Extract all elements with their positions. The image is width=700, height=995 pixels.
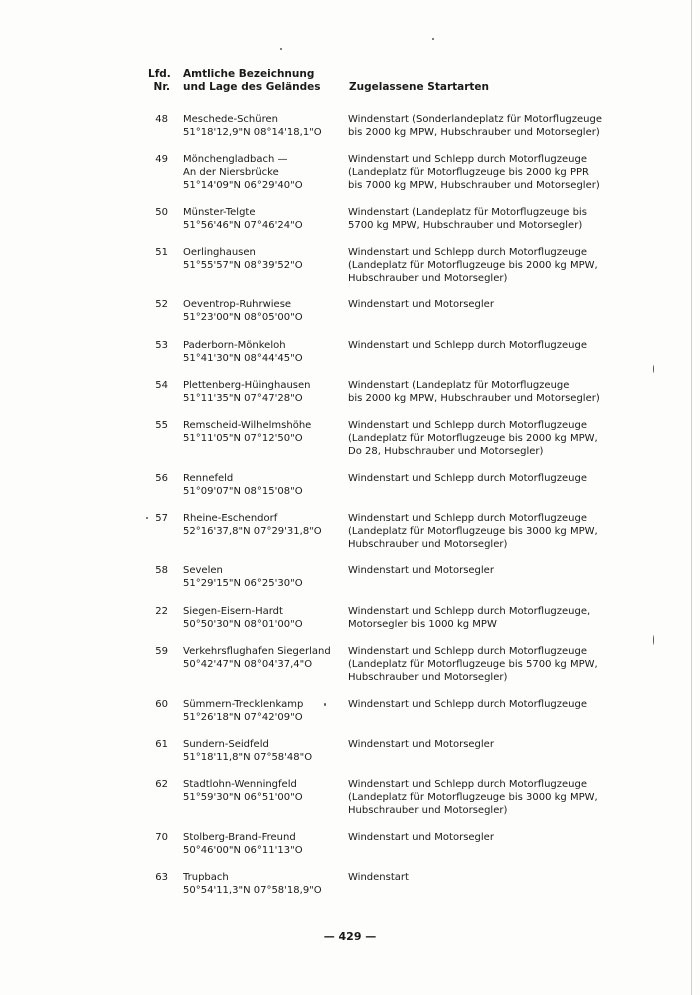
- launch-types-line: Windenstart und Motorsegler: [348, 565, 494, 576]
- header-nr-label: Nr.: [153, 81, 170, 93]
- airfield-name: Siegen-Eisern-Hardt: [183, 606, 283, 617]
- launch-types: [348, 246, 598, 285]
- launch-types-line: Windenstart und Schlepp durch Motorflugzeuge: [348, 513, 587, 524]
- launch-types: [348, 778, 598, 817]
- airfield-coordinates: 51°29'15"N 06°25'30"O: [183, 578, 303, 589]
- airfield-designation: [183, 379, 343, 405]
- airfield-designation: [183, 512, 343, 538]
- airfield-coordinates: 51°59'30"N 06°51'00"O: [183, 792, 303, 803]
- airfield-coordinates: 50°42'47"N 08°04'37,4"O: [183, 659, 313, 670]
- header-lfd-nr: [148, 68, 170, 94]
- launch-types-line: 5700 kg MPW, Hubschrauber und Motorsegler): [348, 220, 583, 231]
- launch-types-line: Windenstart und Schlepp durch Motorflugzeuge: [348, 247, 587, 258]
- row-number: 63: [155, 872, 168, 883]
- launch-types: [348, 605, 598, 631]
- airfield-name: Verkehrsflughafen Siegerland: [183, 646, 331, 657]
- launch-types-line: Hubschrauber und Motorsegler): [348, 672, 508, 683]
- airfield-coordinates: 51°18'11,8"N 07°58'48"O: [183, 752, 313, 763]
- airfield-name: Münster-Telgte: [183, 207, 256, 218]
- launch-types: [348, 512, 598, 551]
- airfield-coordinates: 52°16'37,8"N 07°29'31,8"O: [183, 526, 322, 537]
- row-number: 61: [155, 739, 168, 750]
- airfield-name: Meschede-Schüren: [183, 114, 278, 125]
- launch-types-line: Windenstart und Schlepp durch Motorflugzeuge: [348, 340, 587, 351]
- launch-types-line: Windenstart (Sonderlandeplatz für Motorflugzeuge: [348, 114, 603, 125]
- airfield-designation: [183, 698, 343, 724]
- airfield-designation: [183, 339, 343, 365]
- launch-types-line: (Landeplatz für Motorflugzeuge bis 2000 kg MPW,: [348, 260, 598, 271]
- launch-types: [348, 419, 598, 458]
- airfield-name: Trupbach: [183, 872, 229, 883]
- launch-types-line: (Landeplatz für Motorflugzeuge bis 2000 kg MPW,: [348, 433, 598, 444]
- launch-types: [348, 645, 598, 684]
- airfield-coordinates: 50°50'30"N 08°01'00"O: [183, 619, 303, 630]
- airfield-designation: [183, 298, 343, 324]
- launch-types: [348, 698, 598, 711]
- airfield-coordinates: 51°55'57"N 08°39'52"O: [183, 260, 303, 271]
- header-bezeichnung-line1: Amtliche Bezeichnung: [183, 68, 315, 80]
- airfield-coordinates: 51°56'46"N 07°46'24"O: [183, 220, 303, 231]
- row-number: 51: [155, 247, 168, 258]
- airfield-designation: [183, 113, 343, 139]
- header-bezeichnung-line2: und Lage des Geländes: [183, 81, 321, 93]
- airfield-designation: [183, 564, 343, 590]
- launch-types-line: Windenstart und Schlepp durch Motorflugzeuge: [348, 420, 587, 431]
- row-number: 55: [155, 420, 168, 431]
- airfield-coordinates: 51°09'07"N 08°15'08"O: [183, 486, 303, 497]
- launch-types-line: Windenstart und Schlepp durch Motorflugzeuge: [348, 646, 587, 657]
- launch-types: [348, 831, 598, 844]
- launch-types-line: Windenstart: [348, 872, 409, 883]
- airfield-coordinates: 51°14'09"N 06°29'40"O: [183, 180, 303, 191]
- launch-types-line: Motorsegler bis 1000 kg MPW: [348, 619, 497, 630]
- airfield-name: Sundern-Seidfeld: [183, 739, 269, 750]
- row-number: 60: [155, 699, 168, 710]
- launch-types-line: Hubschrauber und Motorsegler): [348, 273, 508, 284]
- page-edge-line: [691, 0, 692, 995]
- launch-types-line: Do 28, Hubschrauber und Motorsegler): [348, 446, 544, 457]
- airfield-name: Rennefeld: [183, 473, 234, 484]
- scan-speck: [653, 635, 654, 645]
- launch-types: [348, 298, 598, 311]
- launch-types-line: Hubschrauber und Motorsegler): [348, 805, 508, 816]
- launch-types-line: Windenstart und Motorsegler: [348, 832, 494, 843]
- airfield-name: An der Niersbrücke: [183, 167, 279, 178]
- row-number: 54: [155, 380, 168, 391]
- scan-speck: [280, 48, 282, 50]
- launch-types-line: Windenstart und Schlepp durch Motorflugzeuge: [348, 473, 587, 484]
- launch-types-line: Windenstart und Motorsegler: [348, 299, 494, 310]
- launch-types-line: Windenstart (Landeplatz für Motorflugzeuge bis: [348, 207, 587, 218]
- scan-speck: [146, 517, 148, 519]
- airfield-coordinates: 50°46'00"N 06°11'13"O: [183, 845, 303, 856]
- row-number: 58: [155, 565, 168, 576]
- launch-types-line: (Landeplatz für Motorflugzeuge bis 5700 kg MPW,: [348, 659, 598, 670]
- airfield-name: Sevelen: [183, 565, 223, 576]
- launch-types: [348, 871, 598, 884]
- row-number: 56: [155, 473, 168, 484]
- airfield-coordinates: 51°23'00"N 08°05'00"O: [183, 312, 303, 323]
- launch-types: [348, 113, 603, 139]
- launch-types-line: Windenstart und Schlepp durch Motorflugzeuge,: [348, 606, 591, 617]
- header-startarten: Zugelassene Startarten: [349, 81, 490, 93]
- airfield-designation: [183, 778, 343, 804]
- scan-speck: [653, 365, 654, 373]
- row-number: 22: [155, 606, 168, 617]
- airfield-coordinates: 51°41'30"N 08°44'45"O: [183, 353, 303, 364]
- launch-types-line: Windenstart (Landeplatz für Motorflugzeuge: [348, 380, 570, 391]
- airfield-designation: [183, 871, 343, 897]
- row-number: 57: [155, 513, 168, 524]
- header-bezeichnung: [183, 68, 343, 94]
- airfield-name: Oeventrop-Ruhrwiese: [183, 299, 292, 310]
- airfield-coordinates: 51°11'05"N 07°12'50"O: [183, 433, 303, 444]
- airfield-designation: [183, 246, 343, 272]
- airfield-name: Rheine-Eschendorf: [183, 513, 278, 524]
- airfield-coordinates: 51°11'35"N 07°47'28"O: [183, 393, 303, 404]
- row-number: 62: [155, 779, 168, 790]
- header-lfd-label: Lfd.: [148, 68, 171, 80]
- airfield-name: Stolberg-Brand-Freund: [183, 832, 296, 843]
- airfield-name: Stadtlohn-Wenningfeld: [183, 779, 297, 790]
- launch-types-line: bis 2000 kg MPW, Hubschrauber und Motorsegler): [348, 127, 600, 138]
- launch-types: [348, 339, 598, 352]
- launch-types-line: Windenstart und Schlepp durch Motorflugzeuge: [348, 154, 587, 165]
- launch-types: [348, 738, 598, 751]
- launch-types-line: (Landeplatz für Motorflugzeuge bis 3000 kg MPW,: [348, 526, 598, 537]
- row-number: 49: [155, 154, 168, 165]
- airfield-coordinates: 51°26'18"N 07°42'09"O: [183, 712, 303, 723]
- airfield-name: Sümmern-Trecklenkamp: [183, 699, 304, 710]
- launch-types-line: Windenstart und Schlepp durch Motorflugzeuge: [348, 779, 587, 790]
- launch-types: [348, 472, 598, 485]
- airfield-designation: [183, 206, 343, 232]
- scan-speck: [432, 38, 434, 40]
- launch-types-line: (Landeplatz für Motorflugzeuge bis 3000 kg MPW,: [348, 792, 598, 803]
- airfield-coordinates: 51°18'12,9"N 08°14'18,1"O: [183, 127, 322, 138]
- airfield-name: Remscheid-Wilhelmshöhe: [183, 420, 312, 431]
- row-number: 50: [155, 207, 168, 218]
- launch-types: [348, 206, 598, 232]
- row-number: 70: [155, 832, 168, 843]
- airfield-name: Oerlinghausen: [183, 247, 256, 258]
- airfield-name: Paderborn-Mönkeloh: [183, 340, 286, 351]
- launch-types-line: bis 2000 kg MPW, Hubschrauber und Motorsegler): [348, 393, 600, 404]
- row-number: 53: [155, 340, 168, 351]
- row-number: 48: [155, 114, 168, 125]
- page-number: — 429 —: [323, 930, 377, 943]
- airfield-name: Plettenberg-Hüinghausen: [183, 380, 311, 391]
- scan-speck: [324, 703, 326, 706]
- row-number: 52: [155, 299, 168, 310]
- launch-types-line: Hubschrauber und Motorsegler): [348, 539, 508, 550]
- row-number: 59: [155, 646, 168, 657]
- launch-types-line: bis 7000 kg MPW, Hubschrauber und Motorsegler): [348, 180, 600, 191]
- launch-types-line: Windenstart und Schlepp durch Motorflugzeuge: [348, 699, 587, 710]
- airfield-designation: [183, 738, 343, 764]
- launch-types: [348, 153, 598, 192]
- launch-types: [348, 564, 598, 577]
- launch-types: [348, 379, 598, 405]
- airfield-designation: [183, 419, 343, 445]
- airfield-designation: [183, 605, 343, 631]
- airfield-name: Mönchengladbach —: [183, 154, 288, 165]
- airfield-designation: [183, 831, 343, 857]
- launch-types-line: (Landeplatz für Motorflugzeuge bis 2000 kg PPR: [348, 167, 589, 178]
- airfield-coordinates: 50°54'11,3"N 07°58'18,9"O: [183, 885, 322, 896]
- airfield-designation: [183, 472, 343, 498]
- airfield-designation: [183, 153, 343, 192]
- launch-types-line: Windenstart und Motorsegler: [348, 739, 494, 750]
- airfield-designation: [183, 645, 343, 671]
